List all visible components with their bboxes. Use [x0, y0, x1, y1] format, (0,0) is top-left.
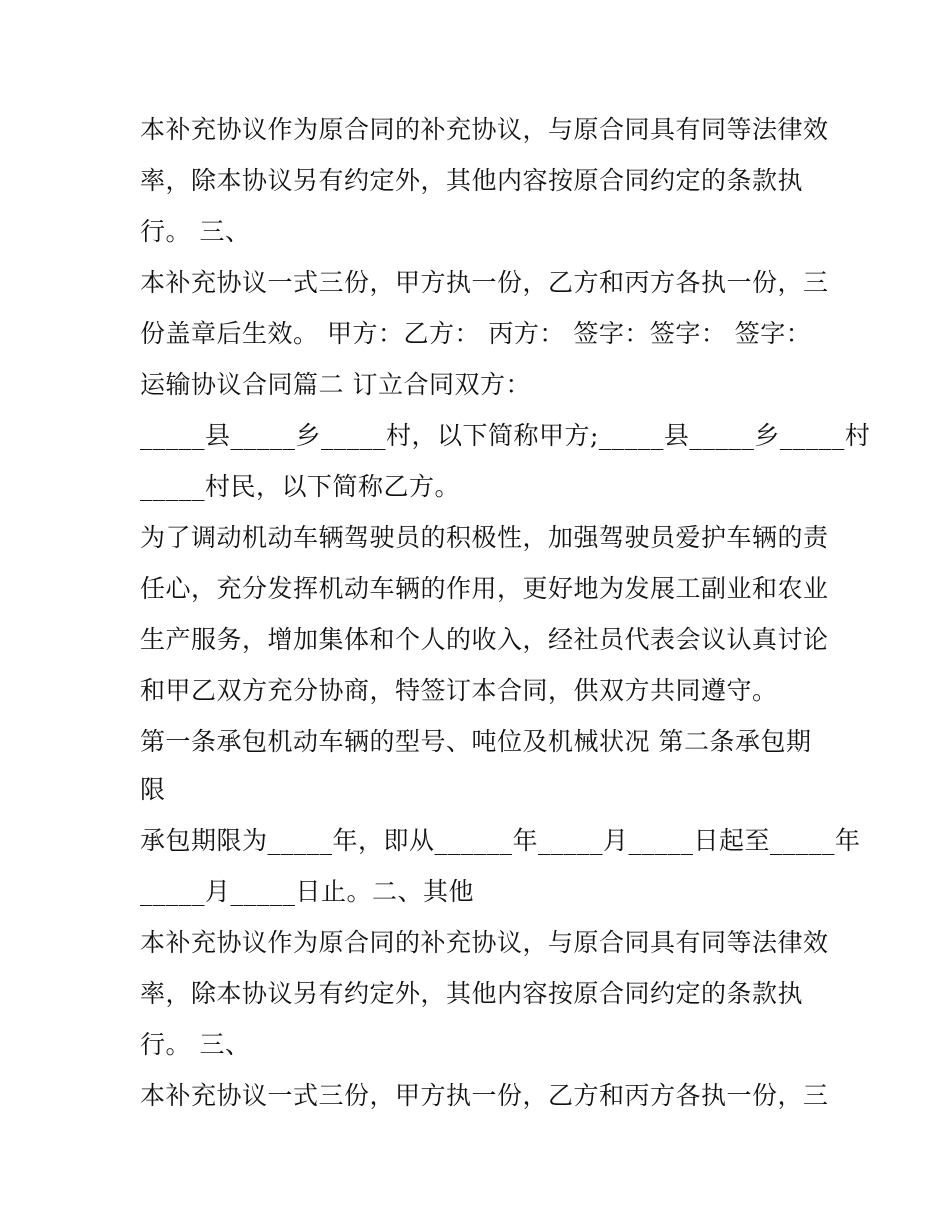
text-line: 任心，充分发挥机动车辆的作用，更好地为发展工副业和农业: [140, 574, 829, 603]
text-line: 行。 三、: [140, 217, 251, 246]
text-line: 为了调动机动车辆驾驶员的积极性，加强驾驶员爱护车辆的责: [140, 523, 829, 552]
text-line: _____村民，以下简称乙方。: [140, 472, 461, 501]
text-line: _____月_____日止。二、其他: [140, 877, 475, 906]
text-line: 行。 三、: [140, 1030, 251, 1059]
section-heading: 运输协议合同篇二 订立合同双方：: [140, 370, 531, 399]
text-line: 本补充协议一式三份，甲方执一份，乙方和丙方各执一份，三: [140, 1081, 829, 1110]
text-line: 限: [140, 775, 166, 804]
text-line: 生产服务，增加集体和个人的收入，经社员代表会议认真讨论: [140, 625, 829, 654]
text-line: 率，除本协议另有约定外，其他内容按原合同约定的条款执: [140, 979, 804, 1008]
text-line: 承包期限为_____年，即从______年_____月_____日起至_____年: [140, 826, 861, 855]
text-line: 本补充协议一式三份，甲方执一份，乙方和丙方各执一份，三: [140, 268, 829, 297]
text-line: 和甲乙双方充分协商，特签订本合同，供双方共同遵守。: [140, 676, 778, 705]
text-line: 份盖章后生效。 甲方：乙方： 丙方： 签字：签字： 签字：: [140, 319, 812, 348]
text-line: 率，除本协议另有约定外，其他内容按原合同约定的条款执: [140, 166, 804, 195]
text-line: _____县_____乡_____村，以下简称甲方;_____县_____乡_____村: [140, 421, 871, 450]
text-line: 本补充协议作为原合同的补充协议，与原合同具有同等法律效: [140, 115, 829, 144]
text-line: 第一条承包机动车辆的型号、吨位及机械状况 第二条承包期: [140, 727, 812, 756]
text-line: 本补充协议作为原合同的补充协议，与原合同具有同等法律效: [140, 928, 829, 957]
